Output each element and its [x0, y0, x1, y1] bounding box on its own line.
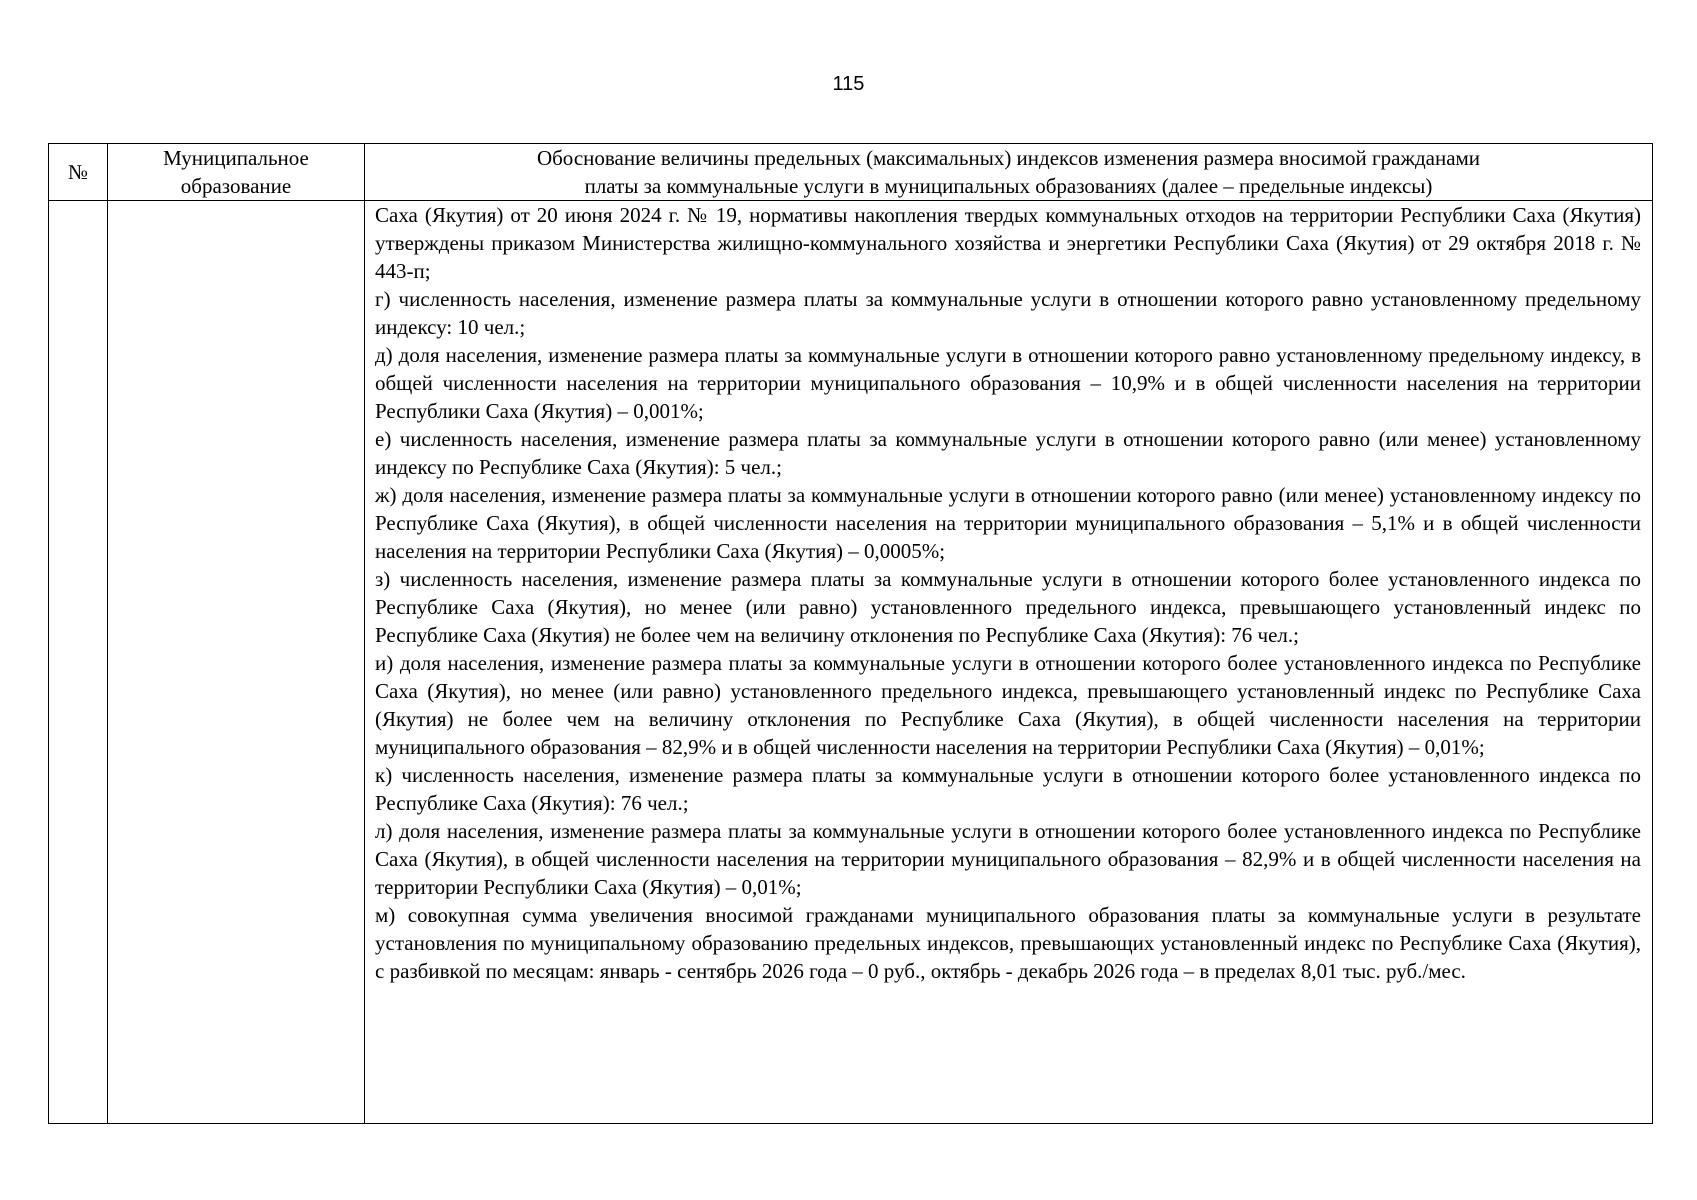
paragraph-z: з) численность населения, изменение размера платы за коммунальные услуги в отношении которого более установленного индекса по Республике Саха (Якутия), но менее (или равно) установленного предельного индекса, превышающего установленный индекс по Республике Саха (Якутия) не более чем на величину отклонения по Республике Саха (Якутия): 76 чел.;	[375, 567, 1641, 647]
table-row	[49, 201, 1653, 1124]
paragraph-i: и) доля населения, изменение размера платы за коммунальные услуги в отношении которого более установленного индекса по Республике Саха (Якутия), но менее (или равно) установленного предельного индекса, превышающего установленный индекс по Республике Саха (Якутия) не более чем на величину отклонения по Республике Саха (Якутия), в общей численности населения на территории муниципального образования – 82,9% и в общей численности населения на территории Республики Саха (Якутия) – 0,01%;	[375, 651, 1641, 759]
basis-text	[365, 201, 1652, 985]
header-number-label: №	[67, 160, 89, 184]
paragraph-g: г) численность населения, изменение размера платы за коммунальные услуги в отношении которого равно установленному предельному индексу: 10 чел.;	[375, 287, 1641, 339]
header-municipality-line-1: Муниципальное	[163, 146, 309, 170]
row-municipality-cell	[108, 201, 365, 1124]
paragraph-d: д) доля населения, изменение размера платы за коммунальные услуги в отношении которого равно установленному предельному индексу, в общей численности населения на территории муниципального образования – 10,9% и в общей численности населения на территории Республики Саха (Якутия) – 0,001%;	[375, 343, 1641, 423]
paragraph-zh: ж) доля населения, изменение размера платы за коммунальные услуги в отношении которого равно (или менее) установленному индексу по Республике Саха (Якутия), в общей численности населения на территории муниципального образования – 5,1% и в общей численности населения на территории Республики Саха (Якутия) – 0,0005%;	[375, 483, 1641, 563]
header-number	[49, 144, 108, 201]
paragraph-l: л) доля населения, изменение размера платы за коммунальные услуги в отношении которого более установленного индекса по Республике Саха (Якутия), в общей численности населения на территории муниципального образования – 82,9% и в общей численности населения на территории Республики Саха (Якутия) – 0,01%;	[375, 819, 1641, 899]
paragraph-e: е) численность населения, изменение размера платы за коммунальные услуги в отношении которого равно (или менее) установленному индексу по Республике Саха (Якутия): 5 чел.;	[375, 427, 1641, 479]
paragraph-m: м) совокупная сумма увеличения вносимой гражданами муниципального образования платы за коммунальные услуги в результате установления по муниципальному образованию предельных индексов, превышающих установленный индекс по Республике Саха (Якутия), с разбивкой по месяцам: январь - сентябрь 2026 года – 0 руб., октябрь - декабрь 2026 года – в пределах 8,01 тыс. руб./мес.	[375, 903, 1641, 983]
row-number-cell	[49, 201, 108, 1124]
header-municipality	[108, 144, 365, 201]
table-header-row	[49, 144, 1653, 201]
justification-table	[48, 143, 1653, 1124]
header-basis-line-1: Обоснование величины предельных (максимальных) индексов изменения размера вносимой гражданами	[536, 146, 1481, 170]
paragraph-continuation: Саха (Якутия) от 20 июня 2024 г. № 19, нормативы накопления твердых коммунальных отходов на территории Республики Саха (Якутия) утверждены приказом Министерства жилищно-коммунального хозяйства и энергетики Республики Саха (Якутия) от 29 октября 2018 г. № 443-п;	[375, 203, 1641, 283]
header-basis	[365, 144, 1653, 201]
page-number: 115	[832, 73, 865, 95]
row-basis-cell	[365, 201, 1653, 1124]
paragraph-k: к) численность населения, изменение размера платы за коммунальные услуги в отношении которого более установленного индекса по Республике Саха (Якутия): 76 чел.;	[375, 763, 1641, 815]
header-basis-line-2: платы за коммунальные услуги в муниципальных образованиях (далее – предельные индексы)	[584, 174, 1433, 198]
header-municipality-line-2: образование	[180, 174, 292, 198]
